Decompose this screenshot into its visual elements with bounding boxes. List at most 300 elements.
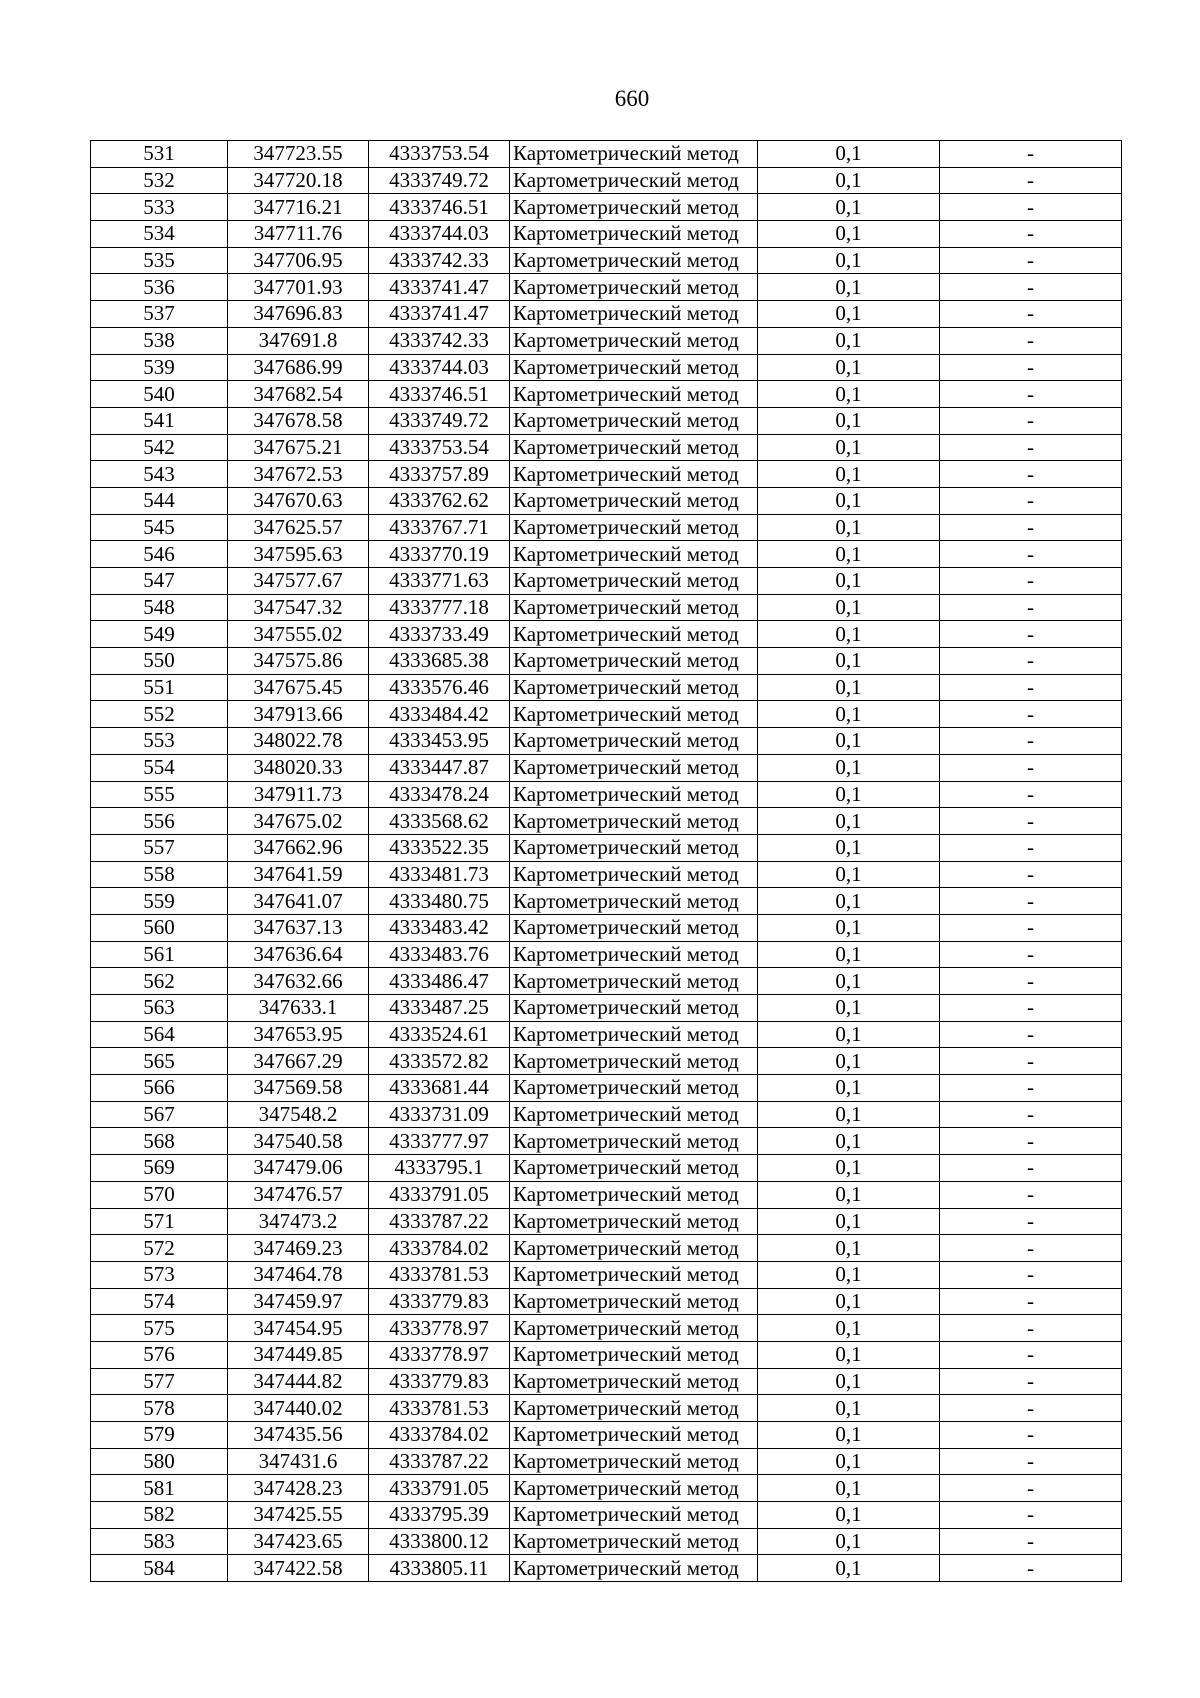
- method-cell: Картометрический метод: [510, 1048, 758, 1075]
- method-cell: Картометрический метод: [510, 1101, 758, 1128]
- accuracy-cell: 0,1: [758, 1288, 940, 1315]
- point-number-cell: 543: [91, 461, 228, 488]
- x-coordinate-cell: 347555.02: [228, 621, 369, 648]
- table-row: [91, 1395, 1122, 1422]
- accuracy-cell: 0,1: [758, 461, 940, 488]
- y-coordinate-cell: 4333805.11: [369, 1555, 510, 1582]
- method-cell: Картометрический метод: [510, 728, 758, 755]
- point-number-cell: 573: [91, 1261, 228, 1288]
- table-row: [91, 701, 1122, 728]
- table-row: [91, 354, 1122, 381]
- note-cell: -: [940, 1235, 1122, 1262]
- table-row: [91, 1235, 1122, 1262]
- method-cell: Картометрический метод: [510, 1261, 758, 1288]
- accuracy-cell: 0,1: [758, 1181, 940, 1208]
- table-row: [91, 674, 1122, 701]
- y-coordinate-cell: 4333742.33: [369, 247, 510, 274]
- table-row: [91, 1341, 1122, 1368]
- accuracy-cell: 0,1: [758, 914, 940, 941]
- accuracy-cell: 0,1: [758, 941, 940, 968]
- accuracy-cell: 0,1: [758, 1315, 940, 1342]
- table-row: [91, 301, 1122, 328]
- y-coordinate-cell: 4333572.82: [369, 1048, 510, 1075]
- y-coordinate-cell: 4333767.71: [369, 514, 510, 541]
- table-row: [91, 541, 1122, 568]
- x-coordinate-cell: 347469.23: [228, 1235, 369, 1262]
- note-cell: -: [940, 674, 1122, 701]
- y-coordinate-cell: 4333753.54: [369, 434, 510, 461]
- point-number-cell: 565: [91, 1048, 228, 1075]
- method-cell: Картометрический метод: [510, 1368, 758, 1395]
- note-cell: -: [940, 968, 1122, 995]
- table-row: [91, 221, 1122, 248]
- point-number-cell: 575: [91, 1315, 228, 1342]
- method-cell: Картометрический метод: [510, 1181, 758, 1208]
- point-number-cell: 560: [91, 914, 228, 941]
- method-cell: Картометрический метод: [510, 568, 758, 595]
- point-number-cell: 554: [91, 754, 228, 781]
- point-number-cell: 553: [91, 728, 228, 755]
- y-coordinate-cell: 4333522.35: [369, 834, 510, 861]
- x-coordinate-cell: 347711.76: [228, 221, 369, 248]
- method-cell: Картометрический метод: [510, 1555, 758, 1582]
- x-coordinate-cell: 347540.58: [228, 1128, 369, 1155]
- x-coordinate-cell: 347428.23: [228, 1475, 369, 1502]
- point-number-cell: 537: [91, 301, 228, 328]
- x-coordinate-cell: 347641.07: [228, 888, 369, 915]
- method-cell: Картометрический метод: [510, 1021, 758, 1048]
- note-cell: -: [940, 1048, 1122, 1075]
- table-row: [91, 594, 1122, 621]
- table-row: [91, 1208, 1122, 1235]
- x-coordinate-cell: 347636.64: [228, 941, 369, 968]
- y-coordinate-cell: 4333781.53: [369, 1261, 510, 1288]
- table-row: [91, 1075, 1122, 1102]
- method-cell: Картометрический метод: [510, 461, 758, 488]
- accuracy-cell: 0,1: [758, 1341, 940, 1368]
- point-number-cell: 561: [91, 941, 228, 968]
- y-coordinate-cell: 4333742.33: [369, 327, 510, 354]
- table-row: [91, 728, 1122, 755]
- point-number-cell: 538: [91, 327, 228, 354]
- point-number-cell: 566: [91, 1075, 228, 1102]
- method-cell: Картометрический метод: [510, 995, 758, 1022]
- table-row: [91, 1128, 1122, 1155]
- accuracy-cell: 0,1: [758, 621, 940, 648]
- accuracy-cell: 0,1: [758, 834, 940, 861]
- point-number-cell: 545: [91, 514, 228, 541]
- y-coordinate-cell: 4333757.89: [369, 461, 510, 488]
- x-coordinate-cell: 347625.57: [228, 514, 369, 541]
- point-number-cell: 578: [91, 1395, 228, 1422]
- accuracy-cell: 0,1: [758, 1235, 940, 1262]
- x-coordinate-cell: 347479.06: [228, 1155, 369, 1182]
- accuracy-cell: 0,1: [758, 1101, 940, 1128]
- table-row: [91, 1048, 1122, 1075]
- note-cell: -: [940, 1315, 1122, 1342]
- table-row: [91, 914, 1122, 941]
- note-cell: -: [940, 167, 1122, 194]
- note-cell: -: [940, 541, 1122, 568]
- table-row: [91, 1422, 1122, 1449]
- point-number-cell: 544: [91, 487, 228, 514]
- note-cell: -: [940, 274, 1122, 301]
- x-coordinate-cell: 347423.65: [228, 1528, 369, 1555]
- note-cell: -: [940, 1475, 1122, 1502]
- note-cell: -: [940, 914, 1122, 941]
- point-number-cell: 580: [91, 1448, 228, 1475]
- point-number-cell: 536: [91, 274, 228, 301]
- table-row: [91, 781, 1122, 808]
- table-row: [91, 861, 1122, 888]
- note-cell: -: [940, 1021, 1122, 1048]
- note-cell: -: [940, 1341, 1122, 1368]
- point-number-cell: 581: [91, 1475, 228, 1502]
- point-number-cell: 541: [91, 407, 228, 434]
- note-cell: -: [940, 1101, 1122, 1128]
- point-number-cell: 535: [91, 247, 228, 274]
- table-row: [91, 194, 1122, 221]
- x-coordinate-cell: 348020.33: [228, 754, 369, 781]
- point-number-cell: 582: [91, 1502, 228, 1529]
- y-coordinate-cell: 4333480.75: [369, 888, 510, 915]
- y-coordinate-cell: 4333753.54: [369, 141, 510, 168]
- x-coordinate-cell: 347691.8: [228, 327, 369, 354]
- x-coordinate-cell: 347716.21: [228, 194, 369, 221]
- note-cell: -: [940, 1208, 1122, 1235]
- note-cell: -: [940, 1261, 1122, 1288]
- y-coordinate-cell: 4333447.87: [369, 754, 510, 781]
- accuracy-cell: 0,1: [758, 407, 940, 434]
- table-row: [91, 1288, 1122, 1315]
- note-cell: -: [940, 1502, 1122, 1529]
- x-coordinate-cell: 347670.63: [228, 487, 369, 514]
- table-row: [91, 461, 1122, 488]
- table-row: [91, 1155, 1122, 1182]
- point-number-cell: 574: [91, 1288, 228, 1315]
- note-cell: -: [940, 808, 1122, 835]
- accuracy-cell: 0,1: [758, 808, 940, 835]
- point-number-cell: 550: [91, 648, 228, 675]
- y-coordinate-cell: 4333744.03: [369, 221, 510, 248]
- note-cell: -: [940, 301, 1122, 328]
- accuracy-cell: 0,1: [758, 1208, 940, 1235]
- note-cell: -: [940, 1155, 1122, 1182]
- x-coordinate-cell: 347662.96: [228, 834, 369, 861]
- method-cell: Картометрический метод: [510, 1155, 758, 1182]
- x-coordinate-cell: 347911.73: [228, 781, 369, 808]
- y-coordinate-cell: 4333486.47: [369, 968, 510, 995]
- x-coordinate-cell: 347720.18: [228, 167, 369, 194]
- method-cell: Картометрический метод: [510, 1528, 758, 1555]
- x-coordinate-cell: 347667.29: [228, 1048, 369, 1075]
- method-cell: Картометрический метод: [510, 407, 758, 434]
- point-number-cell: 534: [91, 221, 228, 248]
- method-cell: Картометрический метод: [510, 861, 758, 888]
- x-coordinate-cell: 347425.55: [228, 1502, 369, 1529]
- note-cell: -: [940, 514, 1122, 541]
- accuracy-cell: 0,1: [758, 1128, 940, 1155]
- note-cell: -: [940, 1181, 1122, 1208]
- point-number-cell: 557: [91, 834, 228, 861]
- point-number-cell: 558: [91, 861, 228, 888]
- table-row: [91, 621, 1122, 648]
- point-number-cell: 568: [91, 1128, 228, 1155]
- note-cell: -: [940, 888, 1122, 915]
- point-number-cell: 551: [91, 674, 228, 701]
- table-row: [91, 941, 1122, 968]
- accuracy-cell: 0,1: [758, 861, 940, 888]
- accuracy-cell: 0,1: [758, 434, 940, 461]
- method-cell: Картометрический метод: [510, 674, 758, 701]
- method-cell: Картометрический метод: [510, 327, 758, 354]
- note-cell: -: [940, 247, 1122, 274]
- accuracy-cell: 0,1: [758, 968, 940, 995]
- accuracy-cell: 0,1: [758, 594, 940, 621]
- y-coordinate-cell: 4333777.18: [369, 594, 510, 621]
- y-coordinate-cell: 4333771.63: [369, 568, 510, 595]
- method-cell: Картометрический метод: [510, 594, 758, 621]
- table-row: [91, 648, 1122, 675]
- table-row: [91, 514, 1122, 541]
- x-coordinate-cell: 347675.45: [228, 674, 369, 701]
- point-number-cell: 546: [91, 541, 228, 568]
- accuracy-cell: 0,1: [758, 301, 940, 328]
- y-coordinate-cell: 4333731.09: [369, 1101, 510, 1128]
- point-number-cell: 567: [91, 1101, 228, 1128]
- method-cell: Картометрический метод: [510, 1475, 758, 1502]
- y-coordinate-cell: 4333795.1: [369, 1155, 510, 1182]
- note-cell: -: [940, 434, 1122, 461]
- method-cell: Картометрический метод: [510, 968, 758, 995]
- x-coordinate-cell: 347632.66: [228, 968, 369, 995]
- method-cell: Картометрический метод: [510, 381, 758, 408]
- point-number-cell: 542: [91, 434, 228, 461]
- point-number-cell: 579: [91, 1422, 228, 1449]
- method-cell: Картометрический метод: [510, 167, 758, 194]
- accuracy-cell: 0,1: [758, 1261, 940, 1288]
- point-number-cell: 556: [91, 808, 228, 835]
- note-cell: -: [940, 728, 1122, 755]
- accuracy-cell: 0,1: [758, 648, 940, 675]
- y-coordinate-cell: 4333787.22: [369, 1208, 510, 1235]
- y-coordinate-cell: 4333784.02: [369, 1422, 510, 1449]
- point-number-cell: 583: [91, 1528, 228, 1555]
- x-coordinate-cell: 347675.21: [228, 434, 369, 461]
- accuracy-cell: 0,1: [758, 541, 940, 568]
- method-cell: Картометрический метод: [510, 194, 758, 221]
- method-cell: Картометрический метод: [510, 141, 758, 168]
- y-coordinate-cell: 4333762.62: [369, 487, 510, 514]
- method-cell: Картометрический метод: [510, 621, 758, 648]
- accuracy-cell: 0,1: [758, 514, 940, 541]
- point-number-cell: 572: [91, 1235, 228, 1262]
- table-row: [91, 274, 1122, 301]
- method-cell: Картометрический метод: [510, 1208, 758, 1235]
- accuracy-cell: 0,1: [758, 1528, 940, 1555]
- table-row: [91, 568, 1122, 595]
- note-cell: -: [940, 1368, 1122, 1395]
- page-number: 660: [614, 86, 650, 111]
- method-cell: Картометрический метод: [510, 514, 758, 541]
- table-row: [91, 1181, 1122, 1208]
- y-coordinate-cell: 4333478.24: [369, 781, 510, 808]
- y-coordinate-cell: 4333741.47: [369, 301, 510, 328]
- note-cell: -: [940, 701, 1122, 728]
- note-cell: -: [940, 621, 1122, 648]
- accuracy-cell: 0,1: [758, 1075, 940, 1102]
- accuracy-cell: 0,1: [758, 1368, 940, 1395]
- method-cell: Картометрический метод: [510, 1075, 758, 1102]
- accuracy-cell: 0,1: [758, 1021, 940, 1048]
- point-number-cell: 559: [91, 888, 228, 915]
- point-number-cell: 569: [91, 1155, 228, 1182]
- x-coordinate-cell: 347637.13: [228, 914, 369, 941]
- accuracy-cell: 0,1: [758, 1448, 940, 1475]
- y-coordinate-cell: 4333524.61: [369, 1021, 510, 1048]
- point-number-cell: 571: [91, 1208, 228, 1235]
- accuracy-cell: 0,1: [758, 1048, 940, 1075]
- x-coordinate-cell: 347422.58: [228, 1555, 369, 1582]
- point-number-cell: 547: [91, 568, 228, 595]
- y-coordinate-cell: 4333685.38: [369, 648, 510, 675]
- accuracy-cell: 0,1: [758, 674, 940, 701]
- x-coordinate-cell: 347577.67: [228, 568, 369, 595]
- note-cell: -: [940, 1128, 1122, 1155]
- table-row: [91, 995, 1122, 1022]
- accuracy-cell: 0,1: [758, 781, 940, 808]
- table-row: [91, 167, 1122, 194]
- x-coordinate-cell: 347701.93: [228, 274, 369, 301]
- y-coordinate-cell: 4333770.19: [369, 541, 510, 568]
- x-coordinate-cell: 347723.55: [228, 141, 369, 168]
- accuracy-cell: 0,1: [758, 888, 940, 915]
- point-number-cell: 540: [91, 381, 228, 408]
- accuracy-cell: 0,1: [758, 1395, 940, 1422]
- x-coordinate-cell: 347449.85: [228, 1341, 369, 1368]
- table-row: [91, 1448, 1122, 1475]
- method-cell: Картометрический метод: [510, 1395, 758, 1422]
- method-cell: Картометрический метод: [510, 888, 758, 915]
- x-coordinate-cell: 347459.97: [228, 1288, 369, 1315]
- note-cell: -: [940, 568, 1122, 595]
- accuracy-cell: 0,1: [758, 274, 940, 301]
- table-row: [91, 808, 1122, 835]
- y-coordinate-cell: 4333568.62: [369, 808, 510, 835]
- note-cell: -: [940, 461, 1122, 488]
- accuracy-cell: 0,1: [758, 995, 940, 1022]
- y-coordinate-cell: 4333784.02: [369, 1235, 510, 1262]
- method-cell: Картометрический метод: [510, 1315, 758, 1342]
- x-coordinate-cell: 347913.66: [228, 701, 369, 728]
- method-cell: Картометрический метод: [510, 1502, 758, 1529]
- x-coordinate-cell: 347706.95: [228, 247, 369, 274]
- x-coordinate-cell: 347696.83: [228, 301, 369, 328]
- accuracy-cell: 0,1: [758, 354, 940, 381]
- accuracy-cell: 0,1: [758, 1422, 940, 1449]
- note-cell: -: [940, 648, 1122, 675]
- method-cell: Картометрический метод: [510, 1128, 758, 1155]
- method-cell: Картометрический метод: [510, 648, 758, 675]
- note-cell: -: [940, 194, 1122, 221]
- table-row: [91, 141, 1122, 168]
- x-coordinate-cell: 347672.53: [228, 461, 369, 488]
- table-row: [91, 1368, 1122, 1395]
- method-cell: Картометрический метод: [510, 247, 758, 274]
- table-row: [91, 407, 1122, 434]
- accuracy-cell: 0,1: [758, 754, 940, 781]
- note-cell: -: [940, 327, 1122, 354]
- x-coordinate-cell: 347431.6: [228, 1448, 369, 1475]
- point-number-cell: 533: [91, 194, 228, 221]
- x-coordinate-cell: 347686.99: [228, 354, 369, 381]
- note-cell: -: [940, 941, 1122, 968]
- y-coordinate-cell: 4333746.51: [369, 194, 510, 221]
- x-coordinate-cell: 347473.2: [228, 1208, 369, 1235]
- note-cell: -: [940, 354, 1122, 381]
- table-row: [91, 1261, 1122, 1288]
- y-coordinate-cell: 4333744.03: [369, 354, 510, 381]
- method-cell: Картометрический метод: [510, 808, 758, 835]
- x-coordinate-cell: 347444.82: [228, 1368, 369, 1395]
- point-number-cell: 532: [91, 167, 228, 194]
- method-cell: Картометрический метод: [510, 834, 758, 861]
- coordinates-table-body: [91, 141, 1122, 1582]
- y-coordinate-cell: 4333576.46: [369, 674, 510, 701]
- y-coordinate-cell: 4333791.05: [369, 1475, 510, 1502]
- method-cell: Картометрический метод: [510, 354, 758, 381]
- note-cell: -: [940, 1288, 1122, 1315]
- coordinates-table: [90, 140, 1122, 1582]
- method-cell: Картометрический метод: [510, 434, 758, 461]
- method-cell: Картометрический метод: [510, 1288, 758, 1315]
- point-number-cell: 548: [91, 594, 228, 621]
- y-coordinate-cell: 4333778.97: [369, 1341, 510, 1368]
- x-coordinate-cell: 347547.32: [228, 594, 369, 621]
- note-cell: -: [940, 221, 1122, 248]
- note-cell: -: [940, 381, 1122, 408]
- x-coordinate-cell: 347464.78: [228, 1261, 369, 1288]
- accuracy-cell: 0,1: [758, 221, 940, 248]
- table-row: [91, 1502, 1122, 1529]
- y-coordinate-cell: 4333795.39: [369, 1502, 510, 1529]
- method-cell: Картометрический метод: [510, 781, 758, 808]
- point-number-cell: 564: [91, 1021, 228, 1048]
- y-coordinate-cell: 4333777.97: [369, 1128, 510, 1155]
- accuracy-cell: 0,1: [758, 701, 940, 728]
- y-coordinate-cell: 4333749.72: [369, 167, 510, 194]
- x-coordinate-cell: 347675.02: [228, 808, 369, 835]
- accuracy-cell: 0,1: [758, 327, 940, 354]
- y-coordinate-cell: 4333787.22: [369, 1448, 510, 1475]
- y-coordinate-cell: 4333800.12: [369, 1528, 510, 1555]
- note-cell: -: [940, 141, 1122, 168]
- y-coordinate-cell: 4333778.97: [369, 1315, 510, 1342]
- method-cell: Картометрический метод: [510, 1235, 758, 1262]
- x-coordinate-cell: 347440.02: [228, 1395, 369, 1422]
- method-cell: Картометрический метод: [510, 274, 758, 301]
- note-cell: -: [940, 1448, 1122, 1475]
- note-cell: -: [940, 407, 1122, 434]
- note-cell: -: [940, 781, 1122, 808]
- y-coordinate-cell: 4333681.44: [369, 1075, 510, 1102]
- method-cell: Картометрический метод: [510, 754, 758, 781]
- point-number-cell: 584: [91, 1555, 228, 1582]
- note-cell: -: [940, 594, 1122, 621]
- x-coordinate-cell: 347569.58: [228, 1075, 369, 1102]
- y-coordinate-cell: 4333481.73: [369, 861, 510, 888]
- y-coordinate-cell: 4333453.95: [369, 728, 510, 755]
